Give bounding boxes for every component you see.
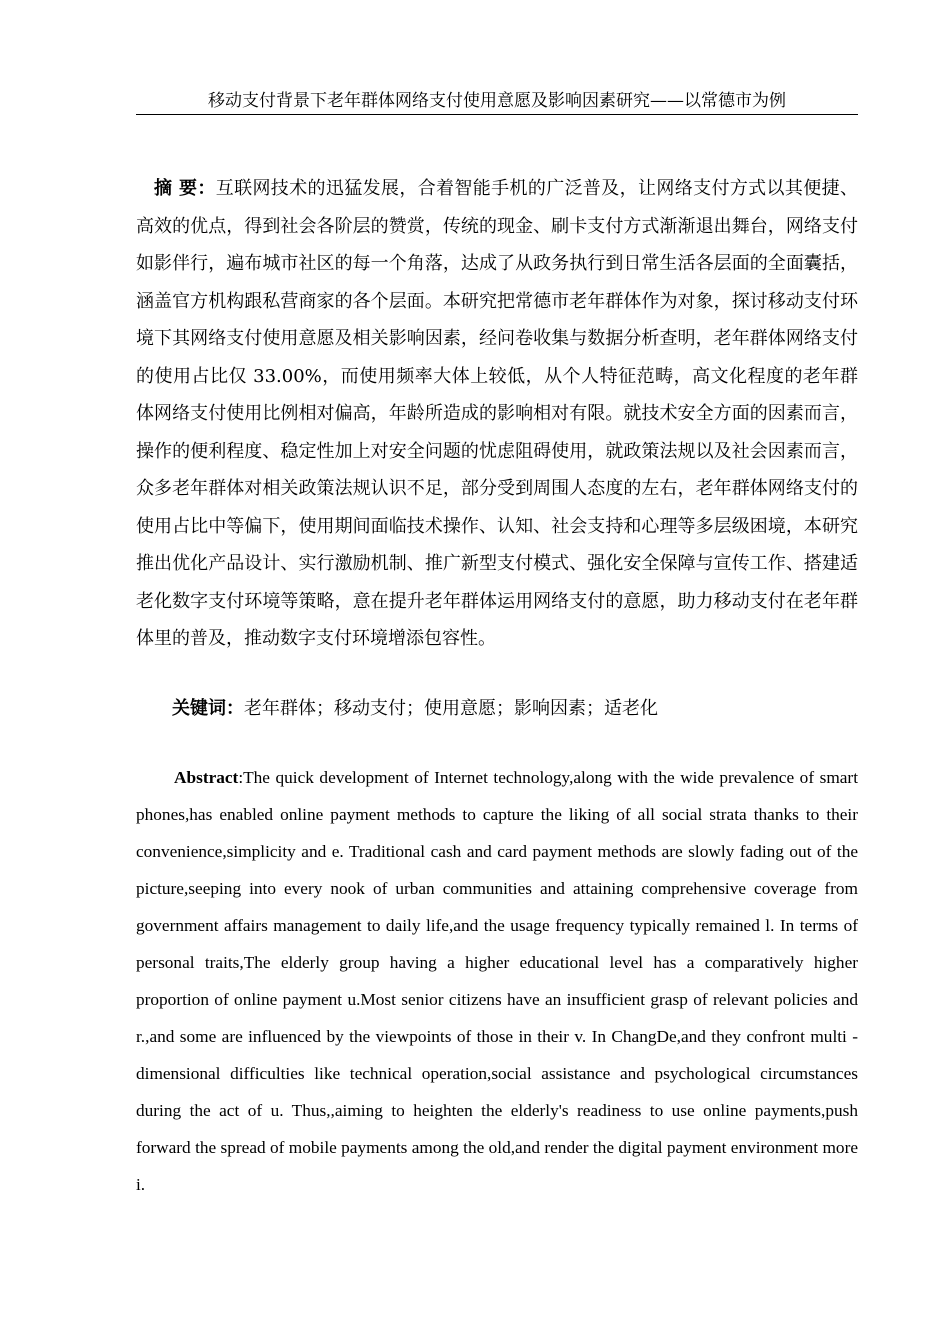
keywords-zh bbox=[136, 690, 858, 727]
running-header: 移动支付背景下老年群体网络支付使用意愿及影响因素研究——以常德市为例 bbox=[136, 88, 858, 115]
abstract-zh-body: 互联网技术的迅猛发展，合着智能手机的广泛普及，让网络支付方式以其便捷、高效的优点，得到社会各阶层的赞赏，传统的现金、刷卡支付方式渐渐退出舞台，网络支付如影伴行，遍布城市社区的每一个角落，达成了从政务执行到日常生活各层面的全面囊括，涵盖官方机构跟私营商家的各个层面。本研究把常德市老年群体作为对象，探讨移动支付环境下其网络支付使用意愿及相关影响因素，经问卷收集与数据分析查明，老年群体网络支付的使用占比仅 33.00%，而使用频率大体上较低，从个人特征范畴，高文化程度的老年群体网络支付使用比例相对偏高，年龄所造成的影响相对有限。就技术安全方面的因素而言，操作的便利程度、稳定性加上对安全问题的忧虑阻碍使用，就政策法规以及社会因素而言，众多老年群体对相关政策法规认识不足，部分受到周围人态度的左右，老年群体网络支付的使用占比中等偏下，使用期间面临技术操作、认知、社会支持和心理等多层级困境，本研究推出优化产品设计、实行激励机制、推广新型支付模式、强化安全保障与宣传工作、搭建适老化数字支付环境等策略，意在提升老年群体运用网络支付的意愿，助力移动支付在老年群体里的普及，推动数字支付环境增添包容性。 bbox=[136, 178, 858, 649]
abstract-en-label: Abstract bbox=[174, 768, 239, 787]
abstract-en-body: :The quick development of Internet technology,along with the wide prevalence of smart phones,has enabled online payment methods to capture the liking of all social strata thanks to their convenience,simplicity and e. Traditional cash and card payment methods are slowly fading out of the picture,seeping into every nook of urban communities and attaining comprehensive coverage from government affairs management to daily life,and the usage frequency typically remained l. In terms of personal traits,The elderly group having a higher educational level has a comparatively higher proportion of online payment u.Most senior citizens have an insufficient grasp of relevant policies and r.,and some are influenced by the viewpoints of those in their v. In ChangDe,and they confront multi - dimensional difficulties like technical operation,social assistance and psychological circumstances during the act of u. Thus,,aiming to heighten the elderly's readiness to use online payments,push forward the spread of mobile payments among the old,and render the digital payment environment more i. bbox=[136, 768, 858, 1194]
abstract-en bbox=[136, 759, 858, 1203]
keywords-zh-label: 关键词： bbox=[172, 698, 244, 719]
keywords-zh-body: 老年群体；移动支付；使用意愿；影响因素；适老化 bbox=[244, 698, 658, 719]
abstract-zh-label: 摘 要： bbox=[154, 178, 216, 199]
abstract-zh bbox=[136, 170, 858, 658]
